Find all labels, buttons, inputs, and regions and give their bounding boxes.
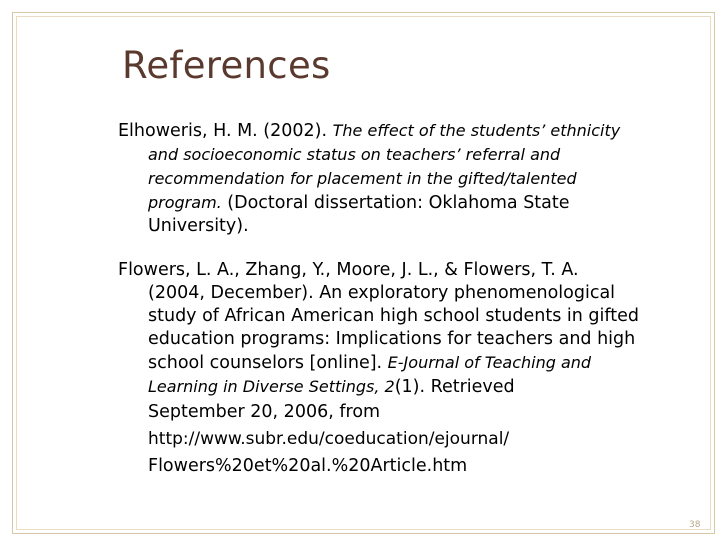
slide-title: References [122, 44, 331, 87]
reference-line [118, 282, 708, 305]
reference-italic-text: Learning in Diverse Settings, 2 [148, 377, 395, 396]
reference-line [118, 215, 708, 238]
reference-elhoweris [118, 119, 708, 238]
page-number: 38 [689, 520, 701, 530]
reference-text: (Doctoral dissertation: Oklahoma State [221, 193, 570, 213]
reference-italic-text: E-Journal of Teaching and [387, 353, 592, 372]
reference-line [118, 167, 708, 191]
reference-line [118, 119, 708, 143]
reference-line [118, 351, 708, 375]
reference-line [118, 143, 708, 167]
reference-text: Flowers, L. A., Zhang, Y., Moore, J. L., & Flowers, T. A. [118, 260, 579, 280]
reference-text: school counselors [online]. [148, 353, 388, 373]
retrieval-url-part-1[interactable]: http://www.subr.edu/coeducation/ejournal/ [148, 429, 510, 449]
reference-text: University). [148, 216, 249, 236]
reference-text: Elhoweris, H. M. (2002). [118, 121, 333, 141]
reference-line [118, 375, 708, 399]
reference-line [118, 305, 708, 328]
retrieval-date: September 20, 2006, from [148, 402, 381, 422]
reference-list [118, 119, 708, 480]
reference-italic-text: program. [148, 193, 222, 212]
reference-italic-text: The effect of the students’ ethnicity [332, 121, 621, 140]
reference-italic-text: recommendation for placement in the gifted/talented [148, 169, 577, 188]
reference-italic-text: and socioeconomic status on teachers’ referral and [148, 145, 561, 164]
reference-line [118, 191, 708, 215]
reference-text: (1). Retrieved [394, 377, 515, 397]
reference-flowers-retrieval [118, 399, 708, 480]
reference-text: education programs: Implications for teachers and high [148, 329, 636, 349]
reference-line [118, 259, 708, 282]
reference-flowers [118, 259, 708, 399]
reference-line [118, 328, 708, 351]
reference-text: study of African American high school students in gifted [148, 306, 639, 326]
retrieval-url-part-2[interactable]: Flowers%20et%20al.%20Article.htm [148, 456, 468, 476]
reference-text: (2004, December). An exploratory phenomenological [148, 283, 616, 303]
